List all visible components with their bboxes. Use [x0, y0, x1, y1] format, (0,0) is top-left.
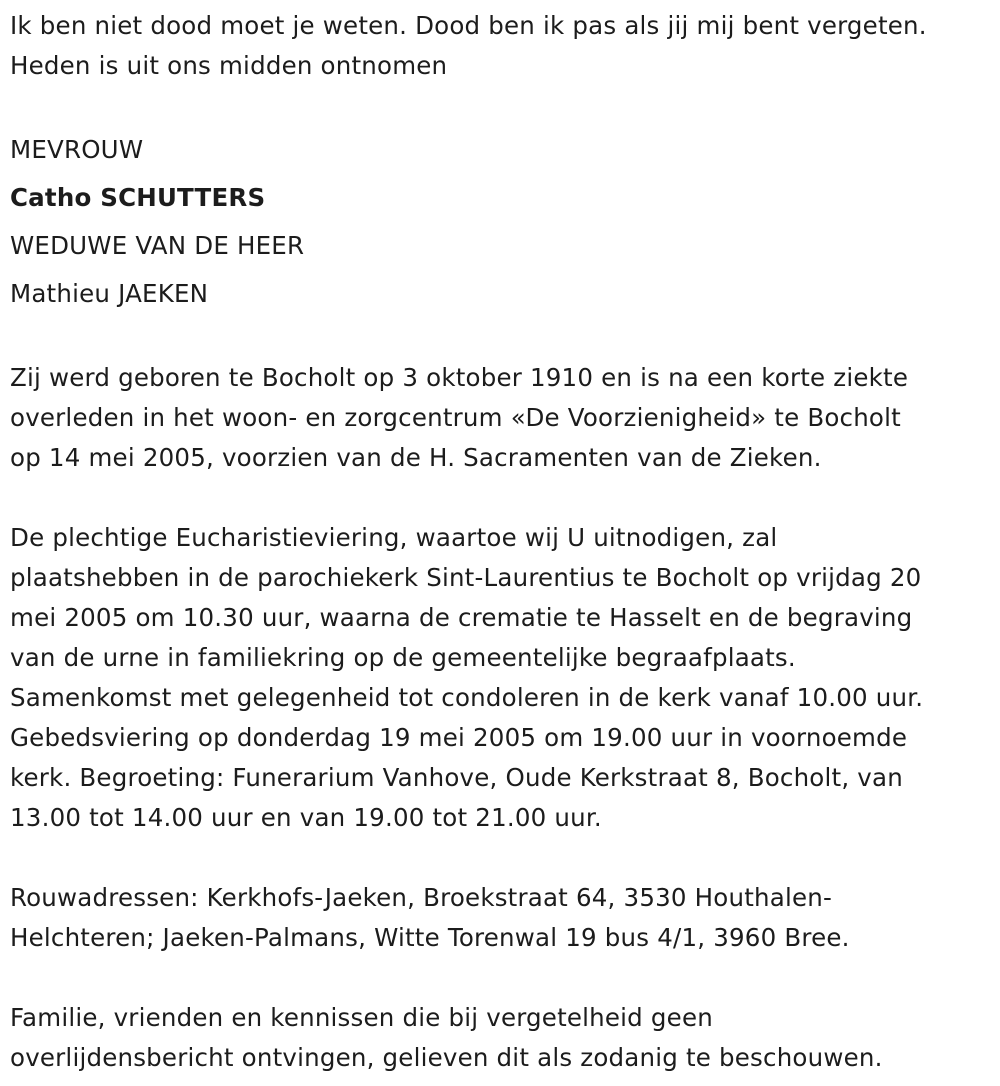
paragraph-line: mei 2005 om 10.30 uur, waarna de crematie te Hasselt en de begraving: [10, 603, 913, 632]
paragraph-line: 13.00 tot 14.00 uur en van 19.00 tot 21.00 uur.: [10, 803, 602, 832]
addresses-paragraph: [10, 878, 998, 958]
spacer: [10, 838, 998, 878]
deceased-block: [10, 126, 998, 318]
paragraph-line: Gebedsviering op donderdag 19 mei 2005 om 19.00 uur in voornoemde: [10, 723, 908, 752]
paragraph-line: De plechtige Eucharistieviering, waartoe wij U uitnodigen, zal: [10, 523, 778, 552]
ceremony-paragraph: [10, 518, 998, 838]
deceased-name: Catho SCHUTTERS: [10, 183, 266, 212]
intro-paragraph: [10, 6, 998, 86]
paragraph-line: overlijdensbericht ontvingen, gelieven dit als zodanig te beschouwen.: [10, 1043, 883, 1072]
paragraph-line: op 14 mei 2005, voorzien van de H. Sacramenten van de Zieken.: [10, 443, 822, 472]
paragraph-line: Zij werd geboren te Bocholt op 3 oktober 1910 en is na een korte ziekte: [10, 363, 909, 392]
paragraph-line: Familie, vrienden en kennissen die bij vergetelheid geen: [10, 1003, 713, 1032]
deceased-title: MEVROUW: [10, 135, 144, 164]
paragraph-line: Rouwadressen: Kerkhofs-Jaeken, Broekstraat 64, 3530 Houthalen-: [10, 883, 833, 912]
intro-quote: Ik ben niet dood moet je weten. Dood ben ik pas als jij mij bent vergeten.: [10, 11, 927, 40]
spacer: [10, 958, 998, 998]
paragraph-line: plaatshebben in de parochiekerk Sint-Laurentius te Bocholt op vrijdag 20: [10, 563, 922, 592]
paragraph-line: overleden in het woon- en zorgcentrum «De Voorzienigheid» te Bocholt: [10, 403, 901, 432]
spacer: [10, 318, 998, 358]
intro-announcement: Heden is uit ons midden ontnomen: [10, 51, 448, 80]
paragraph-line: Samenkomst met gelegenheid tot condoleren in de kerk vanaf 10.00 uur.: [10, 683, 924, 712]
deceased-spouse: Mathieu JAEKEN: [10, 279, 209, 308]
birth-death-paragraph: [10, 358, 998, 478]
paragraph-line: van de urne in familiekring op de gemeentelijke begraafplaats.: [10, 643, 796, 672]
deceased-relation: WEDUWE VAN DE HEER: [10, 231, 305, 260]
paragraph-line: kerk. Begroeting: Funerarium Vanhove, Oude Kerkstraat 8, Bocholt, van: [10, 763, 903, 792]
paragraph-line: Helchteren; Jaeken-Palmans, Witte Torenwal 19 bus 4/1, 3960 Bree.: [10, 923, 850, 952]
obituary-document: [10, 6, 998, 1078]
spacer: [10, 86, 998, 126]
closing-paragraph: [10, 998, 998, 1078]
spacer: [10, 478, 998, 518]
